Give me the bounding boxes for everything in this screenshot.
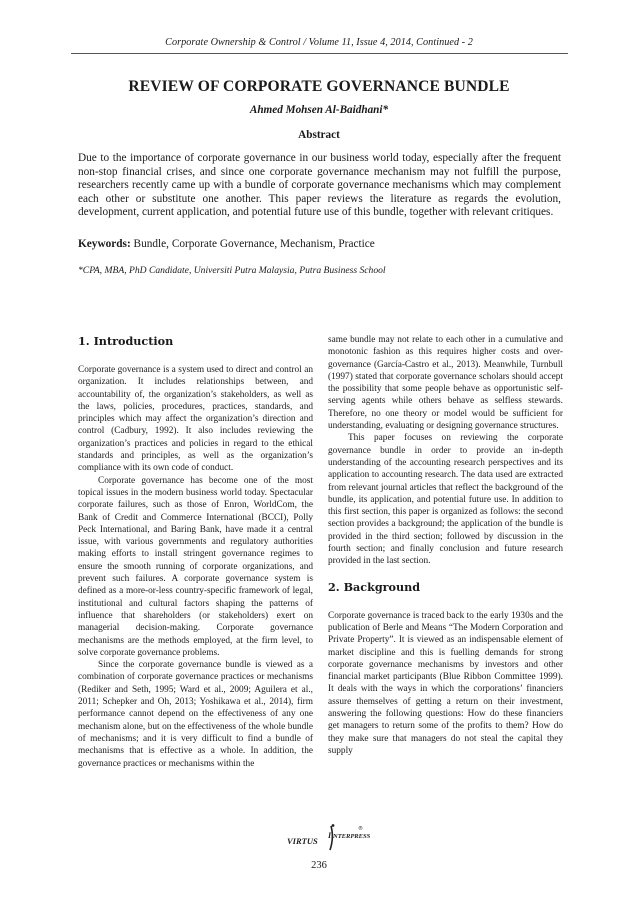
right-column [328, 334, 563, 757]
abstract-heading: Abstract [298, 129, 340, 141]
keywords-label: Keywords: [78, 238, 131, 250]
paragraph: same bundle may not relate to each other in a cumulative and monotonic fashion as this requires higher costs and over-governance (García-Castro et al., 2013). Meanwhile, Turnbull (1997) stated that corporate governance scholars should accept the possibility that some people behave as opportunistic self-serving agents while others behave as selfless stewards. Therefore, no one theory or model would be sufficient for understanding, evaluating or designing governance structures. [328, 335, 563, 432]
section-heading-introduction: 1. Introduction [78, 334, 174, 348]
registered-mark: ® [358, 826, 363, 832]
header-rule [71, 53, 568, 54]
paragraph: Since the corporate governance bundle is viewed as a combination of corporate governance practices or mechanisms (Rediker and Seth, 1995; Ward et al., 2009; Aguilera et al., 2011; Schepker and Oh, 2013; Yoshikawa et al., 2014), firm performance cannot depend on the effectiveness of any one mechanism alone, but on the effectiveness of the whole bundle of mechanisms; and it is very difficult to find a bundle of mechanisms that is effective as a whole. In addition, the governance practices or mechanisms within the [78, 660, 313, 769]
paper-title: REVIEW OF CORPORATE GOVERNANCE BUNDLE [128, 78, 510, 95]
paragraph: Corporate governance is a system used to direct and control an organization. It includes relationships between, and accountability of, the organization’s stakeholders, as well as the laws, policies, procedures, practices, standards, and principles which may affect the organization’s direction and control (Cadbury, 1992). It also includes reviewing the organization’s practices and policies in regard to the ethical standards and principles, as well as the organization’s compliance with its own code of conduct. [78, 365, 313, 474]
logo-text-i: I [328, 831, 332, 840]
logo-text-interpress: NTERPRESS [333, 833, 371, 840]
logo-text-virtus: VIRTUS [287, 836, 318, 846]
page-number: 236 [311, 860, 327, 871]
running-header: Corporate Ownership & Control / Volume 11, Issue 4, 2014, Continued - 2 [165, 37, 473, 48]
left-column [78, 334, 313, 770]
author-name: Ahmed Mohsen Al-Baidhani* [249, 104, 389, 116]
author-affiliation: *CPA, MBA, PhD Candidate, Universiti Putra Malaysia, Putra Business School [78, 265, 386, 276]
keywords-text: Bundle, Corporate Governance, Mechanism, Practice [133, 238, 375, 250]
keywords [78, 238, 561, 250]
abstract-text: Due to the importance of corporate governance in our business world today, especially after the frequent non-stop financial crises, and since one corporate governance mechanism may not fulfill the purpose, researchers recently came up with a bundle of corporate governance mechanisms which may complement each other or substitute one another. This paper reviews the literature as regards the evolution, development, current application, and potential future use of this bundle, together with relevant critiques. [78, 152, 561, 219]
paragraph: This paper focuses on reviewing the corporate governance bundle in order to provide an in-depth understanding of the accounting research perspectives and its application to accounting research. The data used are extracted from relevant journal articles that reflect the background of the bundle, its application, and potential future use. In addition to this first section, this paper is organized as follows: the second section provides a background; the application of the bundle is provided in the third section; followed by discussion in the fourth section; and finally conclusion and future research provided in the last section. [328, 433, 563, 567]
section-heading-background: 2. Background [328, 579, 421, 594]
virtus-interpress-logo [275, 823, 375, 853]
paragraph: Corporate governance is traced back to the early 1930s and the publication of Berle and Means “The Modern Corporation and Private Property”. It is viewed as an indispensable element of market discipline and this is fuelling demands for strong corporate governance mechanisms by investors and other financial market participants (Blue Ribbon Committee 1999). It deals with the ways in which the corporations’ financiers assure themselves of getting a return on their investment, answering the following questions: How do these financiers get managers to return some of the profits to them? How do they make sure that managers do not steal the capital they supply [328, 610, 563, 756]
paragraph: Corporate governance has become one of the most topical issues in the modern business world today. Spectacular corporate failures, such as those of Enron, WorldCom, the Bank of Credit and Commerce International (BCCI), Polly Peck International, and Baring Bank, have made it a central issue, with various governments and regulatory authorities making efforts to install stringent governance regimes to ensure the smooth running of corporate organizations, and prevent such failures. A corporate governance system is defined as a more-or-less country-specific framework of legal, institutional and cultural factors shaping the patterns of influence that shareholders (or stakeholders) exert on managerial decision-making. Corporate governance mechanisms are the methods employed, at the firm level, to solve corporate governance problems. [78, 475, 313, 658]
